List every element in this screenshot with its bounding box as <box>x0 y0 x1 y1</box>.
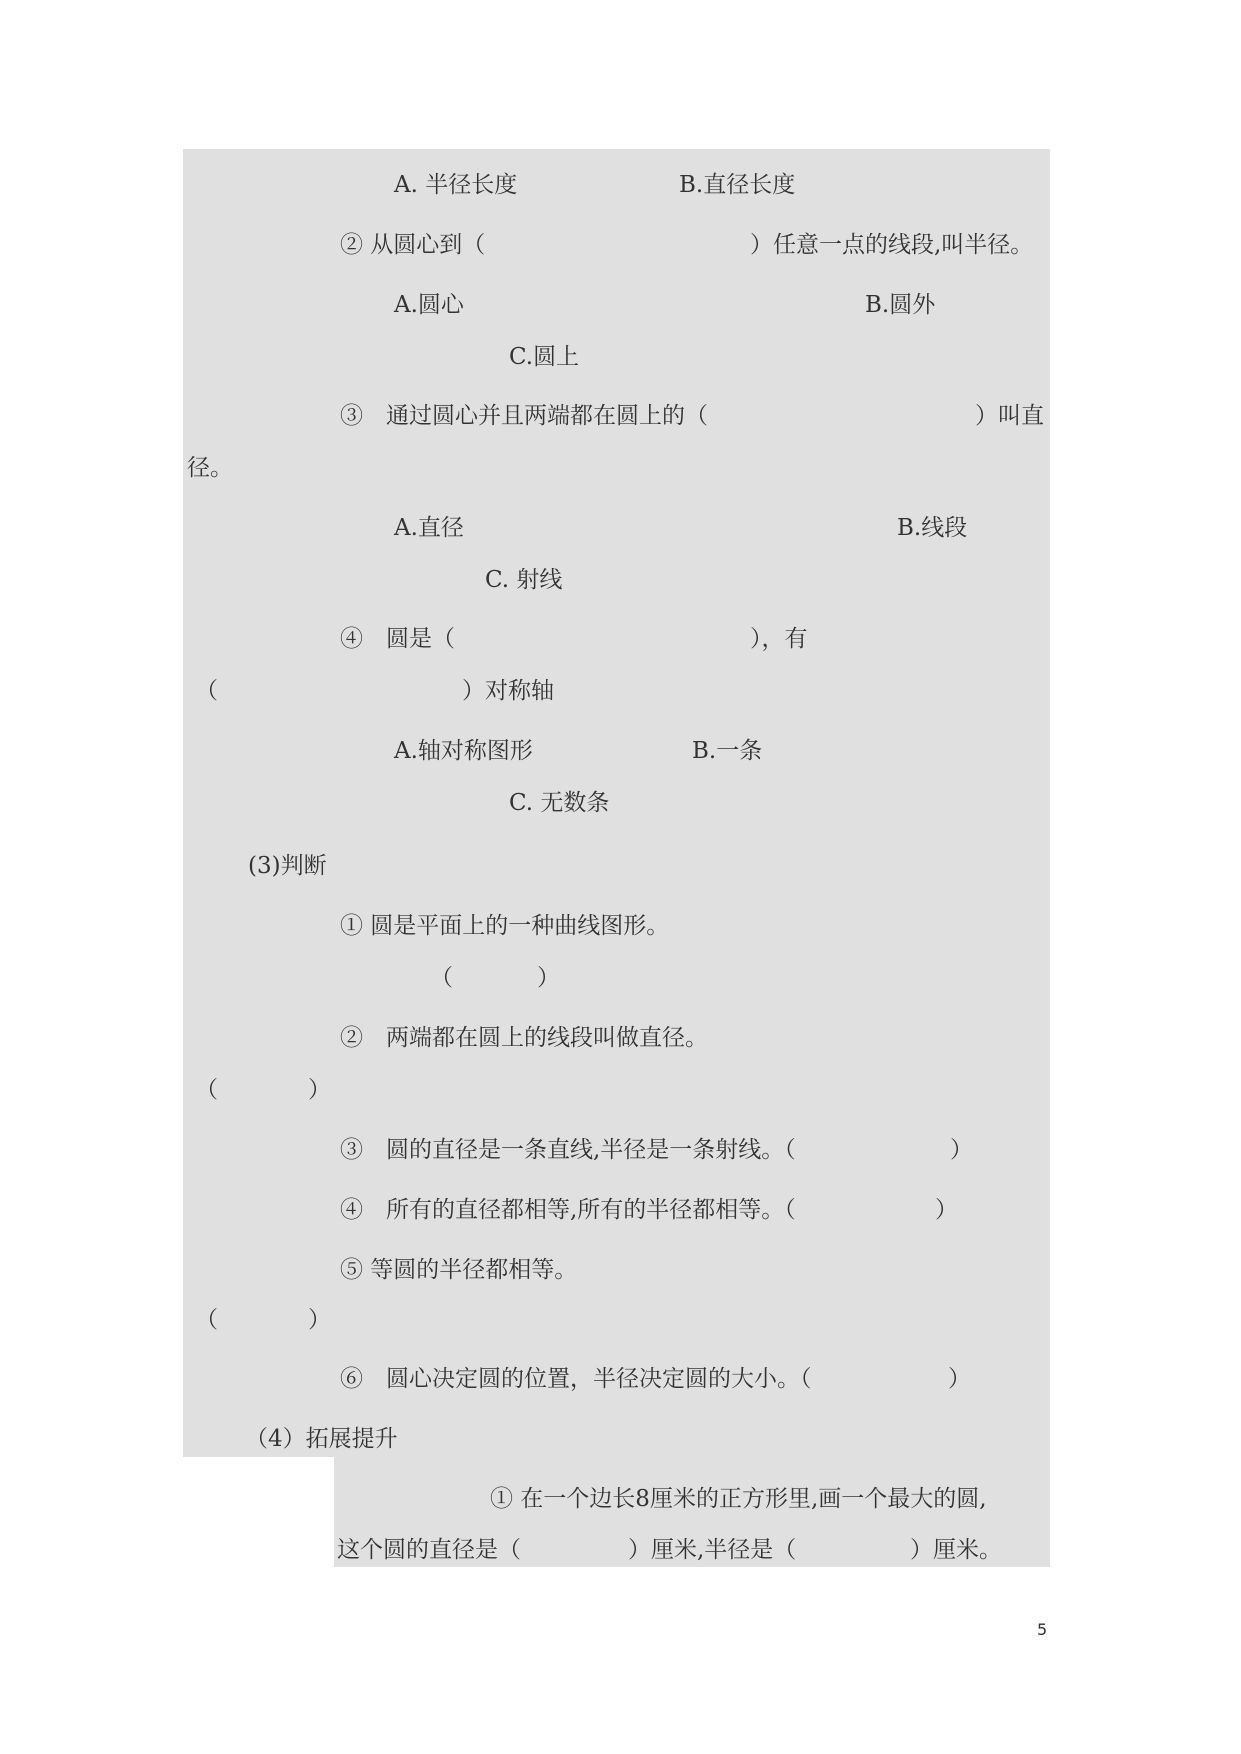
judge-item-4-stem: ④ 所有的直径都相等,所有的半径都相等。（ <box>340 1197 796 1223</box>
option-b-diameter-length: B.直径长度 <box>679 172 796 198</box>
question-2-4-stem-pre: ④ 圆是（ <box>340 626 455 652</box>
option-b-outside: B.圆外 <box>865 292 936 318</box>
option-c-infinite: C. 无数条 <box>509 790 610 816</box>
judge-item-6-blank-close: ） <box>948 1366 971 1392</box>
judge-item-1-stem: ① 圆是平面上的一种曲线图形。 <box>340 913 670 939</box>
question-2-2-stem-post: ）任意一点的线段,叫半径。 <box>750 232 1034 258</box>
section-3-heading: (3)判断 <box>248 853 327 879</box>
option-c-on-circle: C.圆上 <box>509 344 580 370</box>
judge-item-4-blank-close: ） <box>935 1197 958 1223</box>
extension-item-1-line-2b: ）厘米,半径是（ <box>628 1537 797 1563</box>
judge-item-5-blank-close: ） <box>308 1307 331 1333</box>
question-2-4-wrap-open: （ <box>195 678 218 704</box>
judge-item-3-blank-close: ） <box>950 1137 973 1163</box>
extension-item-1-line-2a: 这个圆的直径是（ <box>337 1537 521 1563</box>
question-2-2-stem-pre: ② 从圆心到（ <box>340 232 486 258</box>
option-a-center: A.圆心 <box>394 292 464 318</box>
question-2-3-stem-wrap: 径。 <box>187 455 233 481</box>
judge-item-2-blank-close: ） <box>308 1077 331 1103</box>
question-2-4-wrap-close: ）对称轴 <box>462 678 554 704</box>
question-2-4-stem-post: ），有 <box>750 626 808 652</box>
judge-item-2-stem: ② 两端都在圆上的线段叫做直径。 <box>340 1025 708 1051</box>
extension-item-1-line-1: ① 在一个边长8厘米的正方形里,画一个最大的圆, <box>490 1486 987 1512</box>
shaded-region-main <box>183 149 1050 1457</box>
option-a-axisymmetric: A.轴对称图形 <box>394 738 533 764</box>
page-number: 5 <box>1037 1620 1048 1639</box>
section-4-heading: （4）拓展提升 <box>245 1426 398 1452</box>
question-2-3-stem-pre: ③ 通过圆心并且两端都在圆上的（ <box>340 403 708 429</box>
option-b-one: B.一条 <box>692 738 763 764</box>
judge-item-1-blank-close: ） <box>537 965 560 991</box>
question-2-3-stem-post: ）叫直 <box>975 403 1044 429</box>
judge-item-3-stem: ③ 圆的直径是一条直线,半径是一条射线。（ <box>340 1137 796 1163</box>
option-a-radius-length: A. 半径长度 <box>394 172 518 198</box>
judge-item-5-stem: ⑤ 等圆的半径都相等。 <box>340 1257 578 1283</box>
judge-item-2-blank-open: （ <box>195 1077 218 1103</box>
judge-item-1-blank-open: （ <box>430 965 453 991</box>
extension-item-1-line-2c: ）厘米。 <box>910 1537 1002 1563</box>
judge-item-6-stem: ⑥ 圆心决定圆的位置，半径决定圆的大小。（ <box>340 1366 812 1392</box>
option-c-ray: C. 射线 <box>485 567 563 593</box>
option-a-diameter: A.直径 <box>394 515 464 541</box>
judge-item-5-blank-open: （ <box>195 1307 218 1333</box>
option-b-segment: B.线段 <box>897 515 968 541</box>
